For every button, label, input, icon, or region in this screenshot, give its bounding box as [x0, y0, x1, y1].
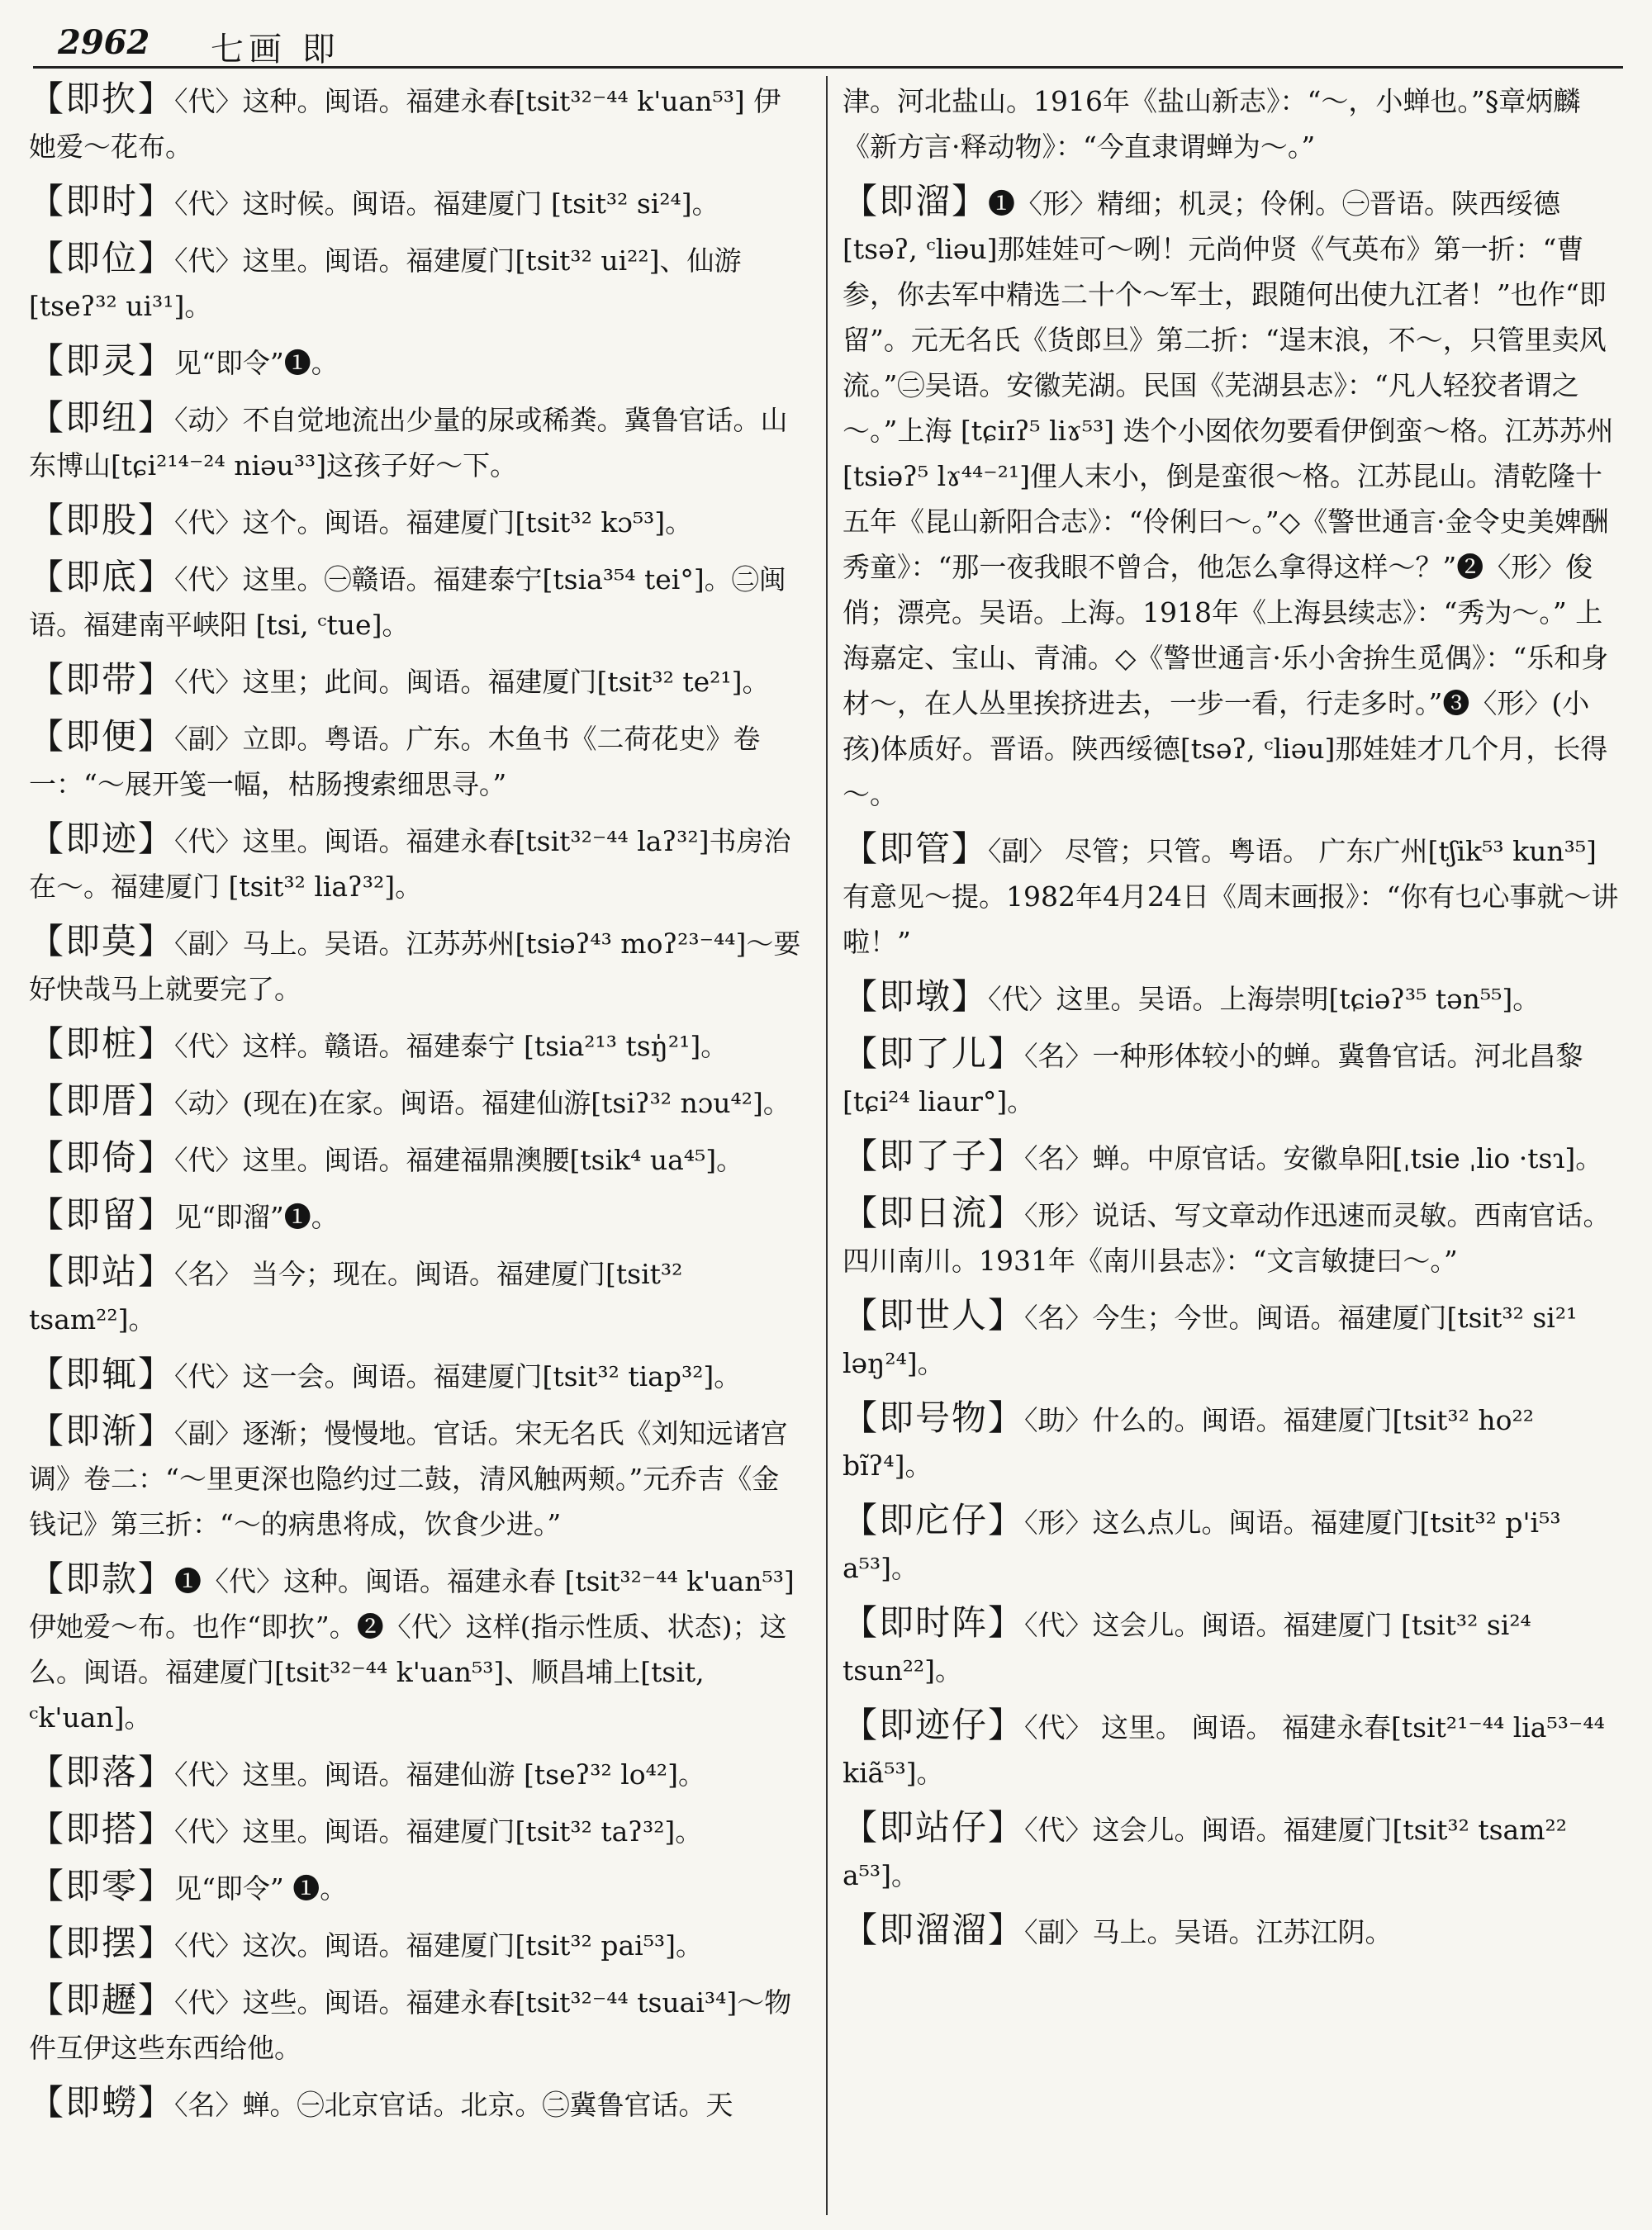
- entry-definition: 〈代〉这次。闽语。福建厦门[tsit³² pai⁵³]。: [174, 1929, 704, 1962]
- entry-headword: 【即款】: [29, 1559, 175, 1599]
- entry-headword: 【即庀仔】: [843, 1500, 1025, 1540]
- entry-definition: 〈名〉蝉。中原官话。安徽阜阳[ˌtsie ˌlio ·tsɿ]。: [1024, 1142, 1603, 1174]
- entry-definition: 〈副〉马上。吴语。江苏苏州[tsiəʔ⁴³ moʔ²³⁻⁴⁴]～要好快哉马上就要完了。: [29, 928, 801, 1005]
- entry-definition: 〈名〉今生；今世。闽语。福建厦门[tsit³² si²¹ ləŋ²⁴]。: [843, 1302, 1578, 1379]
- entry-definition: 〈形〉说话、写文章动作迅速而灵敏。西南官话。四川南川。1931年《南川县志》：“文言敏捷曰～。”: [843, 1199, 1611, 1277]
- entry-headword: 【即留】: [29, 1194, 175, 1235]
- entry-headword: 【即渐】: [29, 1411, 175, 1451]
- dictionary-entry: [843, 76, 1627, 169]
- entry-headword: 【即溜溜】: [843, 1910, 1025, 1950]
- dictionary-entry: [843, 1600, 1627, 1693]
- entry-definition: 〈代〉这里。吴语。上海崇明[tɕiəʔ³⁵ tən⁵⁵]。: [988, 983, 1540, 1015]
- dictionary-entry: [29, 1135, 805, 1183]
- dictionary-entry: [843, 1907, 1627, 1955]
- entry-definition: 〈代〉这样。赣语。福建泰宁 [tsia²¹³ tsŋ̍²¹]。: [174, 1030, 729, 1062]
- dictionary-entry: [29, 918, 805, 1012]
- dictionary-entry: [843, 1190, 1627, 1283]
- entry-headword: 【即搭】: [29, 1809, 175, 1849]
- dictionary-entry: [29, 657, 805, 705]
- entry-definition: 〈动〉不自觉地流出少量的尿或稀粪。冀鲁官话。山东博山[tɕi²¹⁴⁻²⁴ niəu³³]这孩子好～下。: [29, 404, 788, 482]
- entry-definition: 〈名〉一种形体较小的蝉。冀鲁官话。河北昌黎[tɕi²⁴ liaur°]。: [843, 1040, 1583, 1117]
- column-divider: [826, 76, 828, 2215]
- dictionary-entry: [29, 1078, 805, 1126]
- dictionary-entry: [29, 178, 805, 226]
- entry-definition: 〈代〉这里。㊀赣语。福建泰宁[tsia³⁵⁴ tei°]。㊁闽语。福建南平峡阳 [tsi, ᶜtue]。: [29, 563, 786, 641]
- page-number: 2962: [58, 23, 150, 62]
- entry-headword: 【即了儿】: [843, 1033, 1025, 1074]
- dictionary-entry: [29, 1408, 805, 1547]
- entry-headword: 【即溜】: [843, 181, 989, 221]
- dictionary-entry: [29, 1556, 805, 1740]
- left-column: [29, 76, 805, 2215]
- dictionary-entry: [29, 2080, 805, 2128]
- entry-definition: 〈代〉这个。闽语。福建厦门[tsit³² kɔ⁵³]。: [174, 506, 693, 539]
- entry-definition: 〈代〉这种。闽语。福建永春[tsit³²⁻⁴⁴ k'uan⁵³] 伊她爱～花布。: [29, 85, 781, 163]
- dictionary-entry: [29, 554, 805, 648]
- entry-definition: 〈助〉什么的。闽语。福建厦门[tsit³² ho²² bĩʔ⁴]。: [843, 1404, 1534, 1482]
- entry-headword: 【即时】: [29, 181, 175, 221]
- entry-headword: 【即扻】: [29, 78, 175, 119]
- entry-definition: 〈代〉这里。闽语。福建永春[tsit³²⁻⁴⁴ laʔ³²]书房治在～。福建厦门 [tsit³² liaʔ³²]。: [29, 825, 791, 903]
- entry-definition: ❶〈形〉精细；机灵；伶俐。㊀晋语。陕西绥德[tsəʔ, ᶜliəu]那娃娃可～咧！元尚仲贤《气英布》第一折：“曹参，你去军中精选二十个～军士，跟随何出使九江者！”也作“即留”。元无名氏《货郎旦》第二折：“逞末浪，不～，只管里卖风流。”㊁吴语。安徽芜湖。民国《芜湖县志》：“凡人轻狡者谓之～。”上海 [tɕiɪʔ⁵ liɤ⁵³] 迭个小囡依勿要看伊倒蛮～格。江苏苏州[tsiəʔ⁵ lɤ⁴⁴⁻²¹]俚人末小，倒是蛮很～格。江苏昆山。清乾隆十五年《昆山新阳合志》：“伶俐曰～。”◇《警世通言·金令史美婢酬秀童》：“那一夜我眼不曾合，他怎么拿得这样～？”❷〈形〉俊俏；漂亮。吴语。上海。1918年《上海县续志》：“秀为～。” 上海嘉定、宝山、青浦。◇《警世通言·乐小舍拚生觅偶》：“乐和身材～，在人丛里挨挤进去，一步一看，行走多时。”❸〈形〉(小孩)体质好。晋语。陕西绥德[tsəʔ, ᶜliəu]那娃娃才几个月，长得～。: [843, 187, 1614, 810]
- dictionary-entry: [29, 714, 805, 807]
- dictionary-entry: [29, 338, 805, 386]
- dictionary-entry: [843, 178, 1627, 817]
- dictionary-entry: [29, 1192, 805, 1240]
- entry-definition: 〈代〉这会儿。闽语。福建厦门[tsit³² tsam²² a⁵³]。: [843, 1814, 1567, 1891]
- entry-headword: 【即摆】: [29, 1923, 175, 1963]
- dictionary-entry: [843, 974, 1627, 1022]
- entry-definition: 见“即溜”❶。: [174, 1201, 339, 1233]
- dictionary-entry: [29, 1977, 805, 2071]
- entry-headword: 【即世人】: [843, 1295, 1025, 1336]
- entry-headword: 【即墩】: [843, 976, 989, 1017]
- entry-definition: 〈代〉这里；此间。闽语。福建厦门[tsit³² te²¹]。: [174, 666, 770, 698]
- entry-headword: 【即迹】: [29, 818, 175, 859]
- entry-headword: 【即时阵】: [843, 1602, 1025, 1643]
- entry-definition: 〈代〉这里。闽语。福建福鼎澳腰[tsik⁴ ua⁴⁵]。: [174, 1144, 744, 1176]
- dictionary-entry: [843, 1293, 1627, 1386]
- dictionary-entry: [843, 1497, 1627, 1591]
- entry-headword: 【即厝】: [29, 1080, 175, 1121]
- entry-definition: 〈名〉蝉。㊀北京官话。北京。㊁冀鲁官话。天: [174, 2089, 733, 2121]
- entry-definition: ❶〈代〉这种。闽语。福建永春 [tsit³²⁻⁴⁴ k'uan⁵³]伊她爱～布。也作“即扻”。❷〈代〉这样(指示性质、状态)；这么。闽语。福建厦门[tsit³²⁻⁴⁴ k'uan⁵³]、顺昌埔上[tsit, ᶜk'uan]。: [29, 1565, 795, 1734]
- entry-headword: 【即股】: [29, 500, 175, 540]
- entry-definition: 〈代〉这时候。闽语。福建厦门 [tsit³² si²⁴]。: [174, 187, 719, 220]
- dictionary-entry: [29, 1021, 805, 1069]
- entry-definition: 〈副〉逐渐；慢慢地。官话。宋无名氏《刘知远诸宫调》卷二：“～里更深也隐约过二鼓，清风触两颊。”元乔吉《金钱记》第三折：“～的病患将成，饮食少进。”: [29, 1417, 788, 1540]
- entry-headword: 【即迹仔】: [843, 1705, 1025, 1745]
- entry-headword: 【即倚】: [29, 1137, 175, 1178]
- dictionary-entry: [843, 826, 1627, 965]
- dictionary-entry: [843, 1031, 1627, 1124]
- dictionary-entry: [29, 395, 805, 488]
- dictionary-entry: [29, 1806, 805, 1854]
- dictionary-entry: [29, 497, 805, 545]
- entry-definition: 〈名〉 当今；现在。闽语。福建厦门[tsit³² tsam²²]。: [29, 1258, 683, 1336]
- entry-definition: 〈动〉(现在)在家。闽语。福建仙游[tsiʔ³² nɔu⁴²]。: [174, 1087, 790, 1119]
- entry-headword: 【即䟐】: [29, 1980, 175, 2020]
- entry-definition: 〈代〉这会儿。闽语。福建厦门 [tsit³² si²⁴ tsun²²]。: [843, 1609, 1531, 1687]
- entry-headword: 【即蟧】: [29, 2082, 175, 2123]
- dictionary-entry: [29, 816, 805, 909]
- entry-definition: 〈代〉这里。闽语。福建仙游 [tseʔ³² lo⁴²]。: [174, 1758, 705, 1791]
- dictionary-entry: [29, 1920, 805, 1968]
- entry-headword: 【即桩】: [29, 1023, 175, 1064]
- dictionary-entry: [843, 1702, 1627, 1796]
- entry-headword: 【即站仔】: [843, 1807, 1025, 1848]
- header-rule: [33, 66, 1623, 69]
- entry-definition: 〈副〉马上。吴语。江苏江阴。: [1024, 1916, 1393, 1948]
- dictionary-entry: [843, 1133, 1627, 1181]
- dictionary-entry: [29, 1863, 805, 1911]
- entry-definition: 见“即令”❶。: [174, 347, 339, 379]
- entry-headword: 【即带】: [29, 659, 175, 700]
- dictionary-entry: [843, 1805, 1627, 1898]
- entry-definition: 〈代〉这一会。闽语。福建厦门[tsit³² tiap³²]。: [174, 1360, 742, 1393]
- section-title: 七画 即: [211, 31, 340, 69]
- entry-headword: 【即号物】: [843, 1397, 1025, 1438]
- dictionary-entry: [29, 1351, 805, 1399]
- entry-definition: 见“即令” ❶。: [174, 1872, 348, 1905]
- dictionary-entry: [29, 235, 805, 329]
- entry-headword: 【即日流】: [843, 1193, 1025, 1233]
- entry-headword: 【即便】: [29, 716, 175, 757]
- entry-definition: 〈代〉这些。闽语。福建永春[tsit³²⁻⁴⁴ tsuai³⁴]～物件互伊这些东西给他。: [29, 1986, 792, 2064]
- entry-headword: 【即位】: [29, 238, 175, 278]
- entry-headword: 【即底】: [29, 557, 175, 597]
- dictionary-entry: [29, 1249, 805, 1342]
- entry-definition: 〈代〉这里。闽语。福建厦门[tsit³² ui²²]、仙游[tseʔ³² ui³¹]。: [29, 244, 742, 322]
- dictionary-entry: [843, 1395, 1627, 1488]
- entry-definition: 〈副〉 尽管；只管。粤语。 广东广州[tʃik⁵³ kun³⁵] 有意见～提。1982年4月24日《周末画报》：“你有乜心事就～讲啦！”: [843, 835, 1619, 958]
- entry-definition: 〈副〉立即。粤语。广东。木鱼书《二荷花史》卷一：“～展开笺一幅，枯肠搜索细思寻。”: [29, 723, 761, 800]
- entry-definition: 〈代〉 这里。 闽语。 福建永春[tsit²¹⁻⁴⁴ lia⁵³⁻⁴⁴ kiã⁵³]。: [843, 1711, 1605, 1789]
- entry-headword: 【即落】: [29, 1752, 175, 1792]
- dictionary-entry: [29, 1749, 805, 1797]
- entry-headword: 【即灵】: [29, 340, 175, 381]
- right-column: [843, 76, 1627, 2215]
- entry-definition: 津。河北盐山。1916年《盐山新志》：“～，小蝉也。”§章炳麟《新方言·释动物》：“今直隶谓蝉为～。”: [843, 85, 1581, 163]
- entry-headword: 【即管】: [843, 828, 989, 869]
- dictionary-entry: [29, 76, 805, 169]
- entry-definition: 〈形〉这么点儿。闽语。福建厦门[tsit³² p'i⁵³ a⁵³]。: [843, 1506, 1561, 1584]
- entry-definition: 〈代〉这里。闽语。福建厦门[tsit³² taʔ³²]。: [174, 1815, 703, 1848]
- entry-headword: 【即站】: [29, 1251, 175, 1292]
- entry-headword: 【即零】: [29, 1866, 175, 1906]
- entry-headword: 【即纽】: [29, 397, 175, 438]
- page-header: [33, 15, 1619, 68]
- entry-headword: 【即莫】: [29, 921, 175, 961]
- entry-headword: 【即了子】: [843, 1136, 1025, 1176]
- entry-headword: 【即辄】: [29, 1354, 175, 1394]
